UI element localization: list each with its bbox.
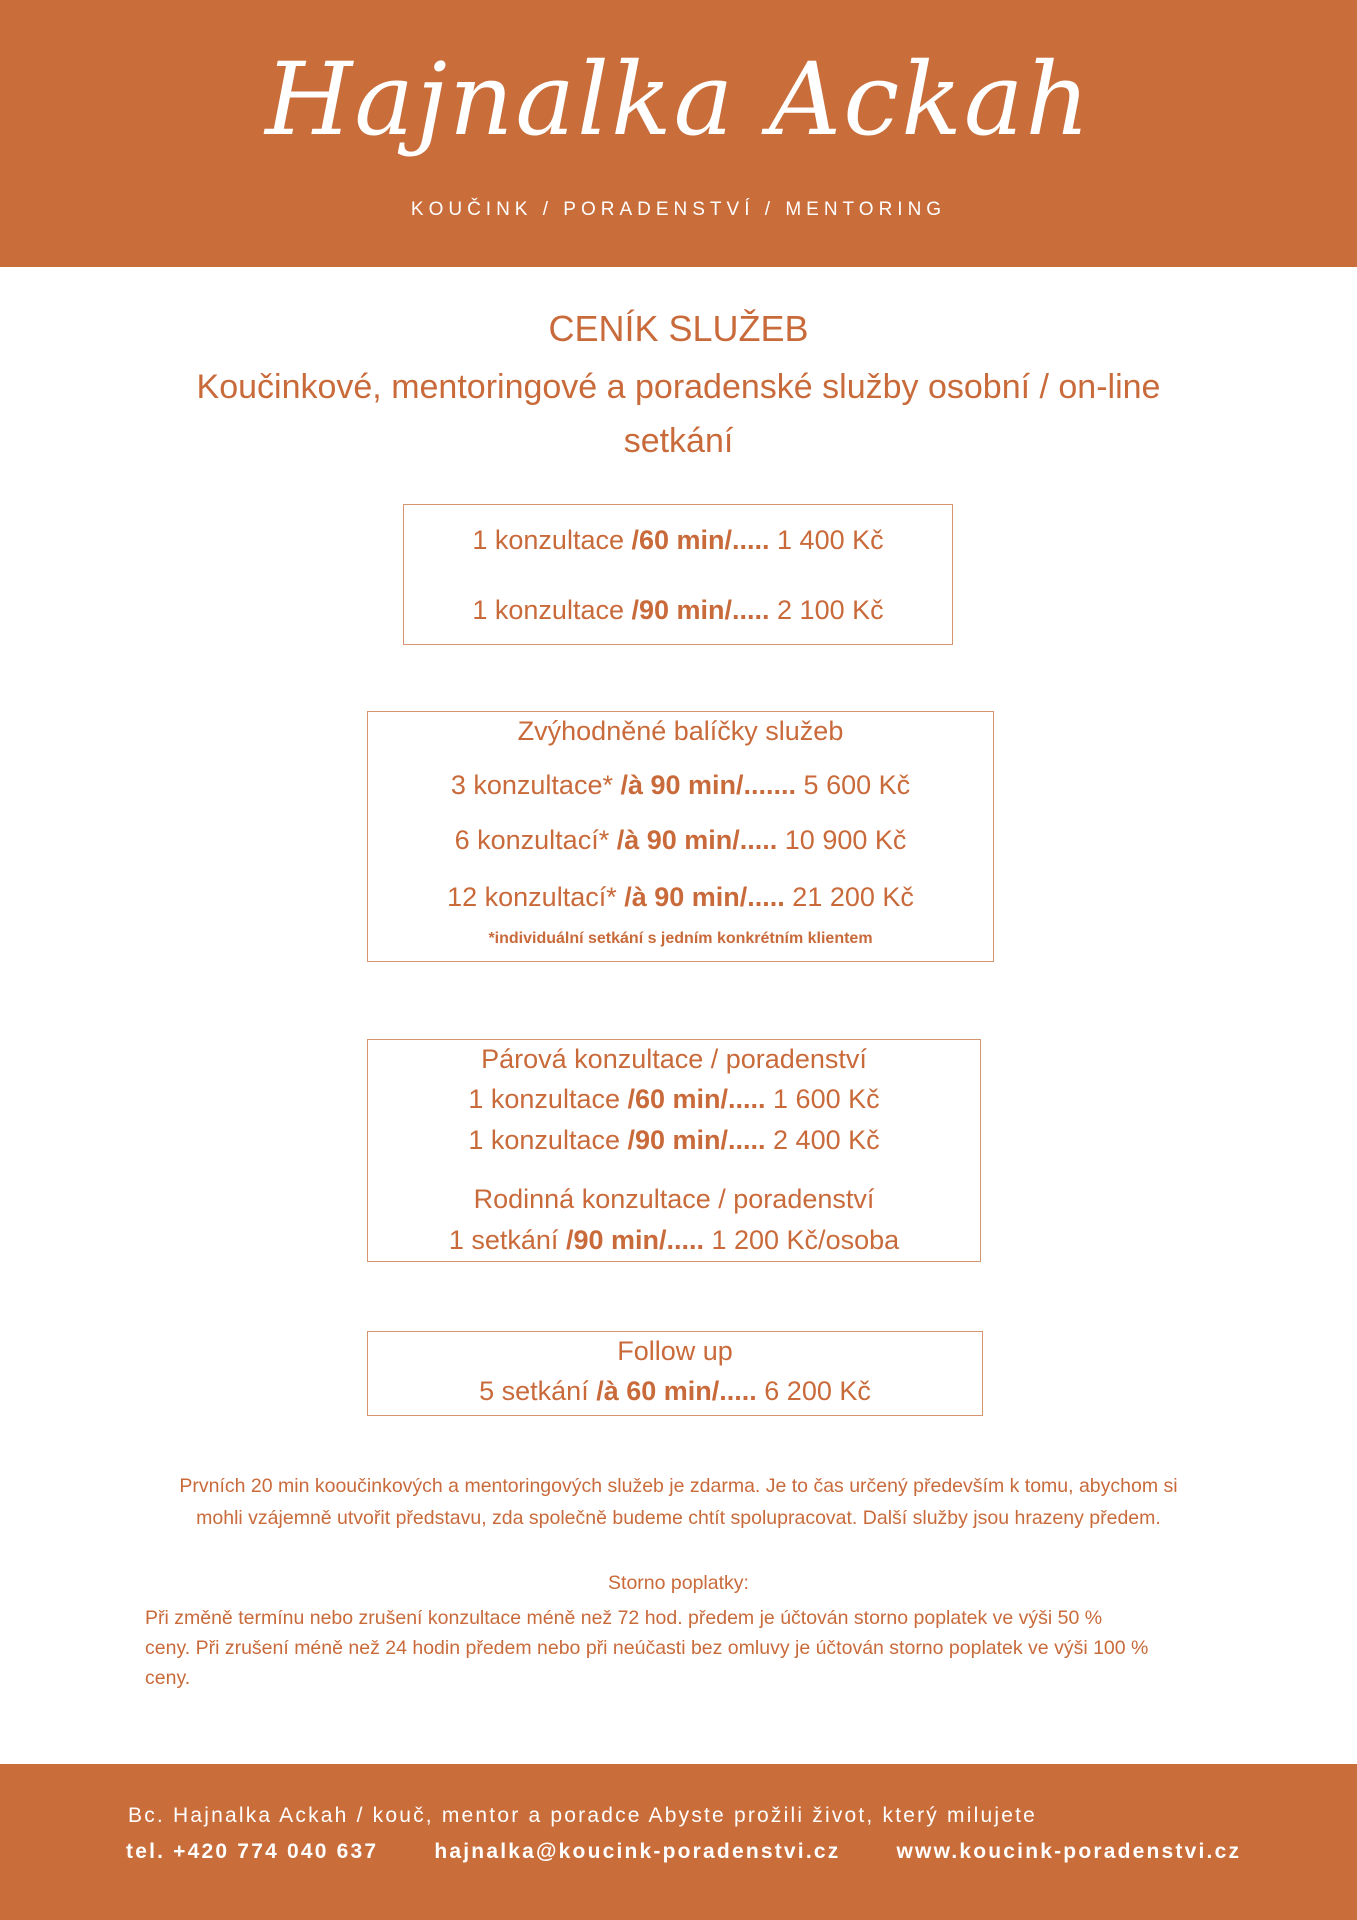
page-subtitle: Koučinkové, mentoringové a poradenské služby osobní / on-line setkání	[196, 368, 1161, 460]
price-row: 6 konzultací* /à 90 min/..... 10 900 Kč	[454, 825, 907, 855]
couple-heading: Párová konzultace / poradenství	[481, 1044, 867, 1074]
price-row: 1 konzultace /90 min/..... 2 100 Kč	[472, 595, 884, 625]
package-heading: Zvýhodněné balíčky služeb	[517, 716, 844, 746]
storno-line: ceny. Při zrušení méně než 24 hodin předem nebo při neúčasti bez omluvy je účtován storno poplatek ve výši 100 %	[145, 1637, 1149, 1659]
free-note-line: Prvních 20 min kooučinkových a mentoringových služeb je zdarma. Je to čas určený především k tomu, abychom si	[179, 1475, 1178, 1497]
footer-phone[interactable]: tel. +420 774 040 637	[126, 1840, 379, 1863]
follow-up-box	[367, 1331, 983, 1416]
price-row: 5 setkání /à 60 min/..... 6 200 Kč	[479, 1376, 871, 1406]
price-row: 1 konzultace /60 min/..... 1 600 Kč	[468, 1084, 880, 1114]
footer-banner	[0, 1764, 1357, 1920]
footer-contacts	[126, 1838, 1241, 1866]
price-row: 1 konzultace /90 min/..... 2 400 Kč	[468, 1125, 880, 1155]
price-row: 1 konzultace /60 min/..... 1 400 Kč	[472, 525, 884, 555]
price-row: 3 konzultace* /à 90 min/....... 5 600 Kč	[450, 770, 911, 800]
footer-email[interactable]: hajnalka@koucink-poradenstvi.cz	[434, 1840, 841, 1863]
storno-text	[145, 1603, 1205, 1693]
logo-signature: Hajnalka Ackah	[265, 41, 1092, 158]
price-row: 1 setkání /90 min/..... 1 200 Kč/osoba	[448, 1225, 900, 1255]
free-note-line: mohli vzájemně utvořit představu, zda společně budeme chtít spolupracovat. Další služby jsou hrazeny předem.	[196, 1507, 1161, 1529]
storno-heading: Storno poplatky:	[608, 1572, 749, 1594]
price-row: 12 konzultací* /à 90 min/..... 21 200 Kč	[447, 882, 914, 912]
footer-website[interactable]: www.koucink-poradenstvi.cz	[896, 1840, 1242, 1863]
storno-line: Při změně termínu nebo zrušení konzultace méně než 72 hod. předem je účtován storno poplatek ve výši 50 %	[145, 1607, 1103, 1629]
follow-up-heading: Follow up	[617, 1336, 733, 1366]
page-title: CENÍK SLUŽEB	[548, 308, 809, 349]
free-intro-note	[110, 1470, 1247, 1534]
package-box	[367, 711, 994, 962]
storno-line: ceny.	[145, 1667, 191, 1689]
package-footnote: *individuální setkání s jedním konkrétním klientem	[488, 930, 873, 947]
family-heading: Rodinná konzultace / poradenství	[473, 1184, 875, 1214]
footer-signature: Bc. Hajnalka Ackah / kouč, mentor a poradce Abyste prožili život, který milujete	[128, 1804, 1038, 1827]
header-banner	[0, 0, 1357, 267]
couple-family-box	[367, 1039, 981, 1262]
tagline: KOUČINK / PORADENSTVÍ / MENTORING	[410, 199, 947, 220]
single-consultation-box	[403, 504, 953, 645]
